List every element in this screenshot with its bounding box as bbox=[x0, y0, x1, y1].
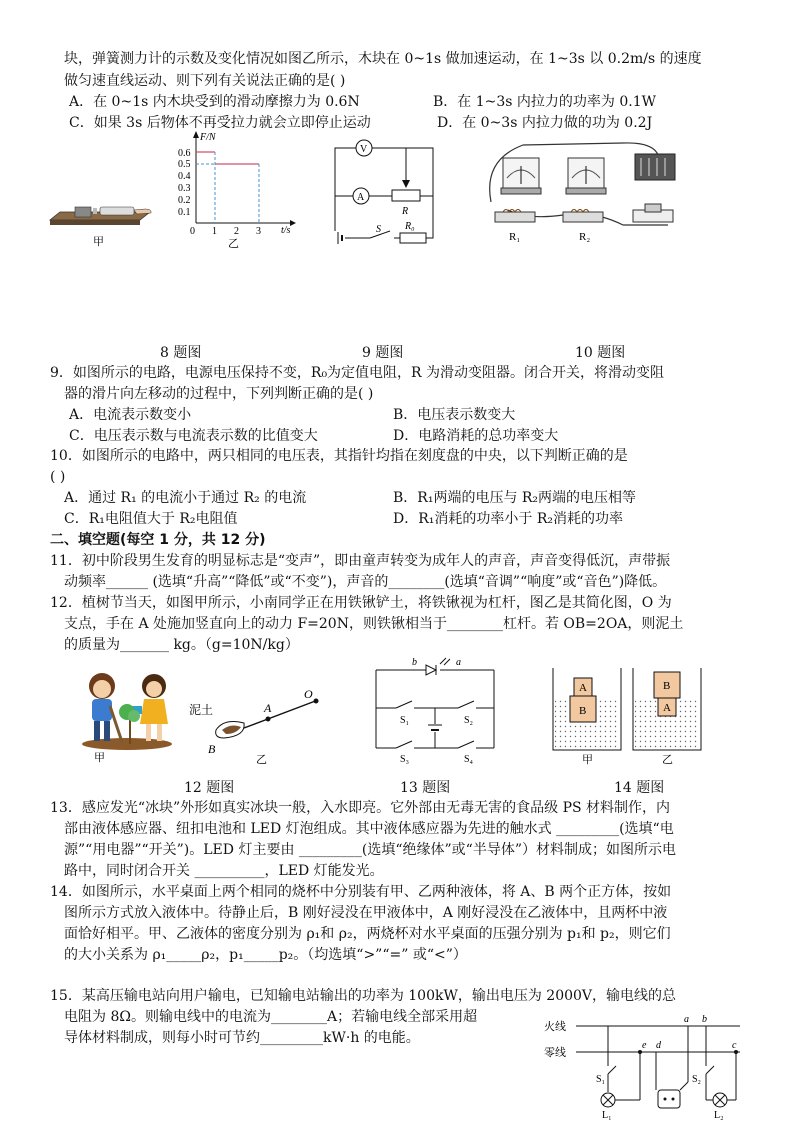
fig10-r1-label: R₁ bbox=[509, 231, 521, 243]
fig12-point-b: B bbox=[208, 742, 216, 756]
fig15-neutral-wire-label: 零线 bbox=[544, 1047, 566, 1059]
q9-stem-line2: 器的滑片向左移动的过程中，下列判断正确的是( ) bbox=[64, 386, 374, 402]
q11-line2: 动频率______ (选填“升高”“降低”或“不变”)，声音的________(选填“音调”“响度”或“音色”)降低。 bbox=[64, 574, 667, 590]
q8-option-b: B．在 1~3s 内拉力的功率为 0.1W bbox=[433, 94, 657, 110]
figure-14-beakers bbox=[548, 664, 708, 764]
figure-8-yi-graph bbox=[178, 130, 303, 250]
figure-8-jia bbox=[45, 198, 170, 248]
q10-option-c: C．R₁电阻值大于 R₂电阻值 bbox=[64, 511, 238, 527]
fig8-ytick-0.3: 0.3 bbox=[178, 183, 191, 194]
fig15-node-a: a bbox=[684, 1014, 689, 1025]
fig13-node-a: a bbox=[456, 657, 461, 668]
fig14-jia-cube-a: A bbox=[579, 682, 587, 694]
fig13-node-b: b bbox=[412, 657, 417, 668]
fig8-ytick-0.4: 0.4 bbox=[178, 171, 191, 182]
fig13-switch-s2: S₂ bbox=[464, 715, 474, 726]
q10-option-d: D．R₁消耗的功率小于 R₂消耗的功率 bbox=[393, 511, 623, 527]
q8-stem-line1: 块，弹簧测力计的示数及变化情况如图乙所示，木块在 0~1s 做加速运动，在 1~3s 以 0.2m/s 的速度 bbox=[64, 51, 702, 67]
q12-line2: 支点，手在 A 处施加竖直向上的动力 F=20N，则铁锹相当于________杠杆。若 OB=2OA，则泥土 bbox=[64, 616, 684, 632]
fig8-origin: 0 bbox=[190, 226, 195, 237]
fig9-voltmeter: V bbox=[360, 144, 368, 155]
q14-line4: 的大小关系为 ρ₁_____ρ₂，p₁_____p₂。（均选填“>”“=” 或“<”） bbox=[64, 947, 467, 963]
figure-13-circuit bbox=[368, 656, 500, 765]
q10-stem-line1: 10．如图所示的电路中，两只相同的电压表，其指针均指在刻度盘的中央，以下判断正确的是 bbox=[50, 448, 628, 464]
fig8-jia-label: 甲 bbox=[93, 236, 104, 248]
caption-fig14: 14 题图 bbox=[614, 780, 665, 796]
fig12-jia-label: 甲 bbox=[94, 752, 105, 764]
q13-line3: 源”“用电器”“开关”)。LED 灯主要由 _________(选填“绝缘体”或“半导体”）材料制成；如图所示电 bbox=[64, 842, 676, 858]
fig14-yi-cube-b: B bbox=[663, 680, 671, 692]
q13-line2: 部由液体感应器、纽扣电池和 LED 灯泡组成。其中液体感应器为先进的触水式 _________(选填“电 bbox=[64, 821, 674, 837]
figure-10-circuit bbox=[483, 140, 693, 245]
fig9-rheostat-r: R bbox=[402, 206, 409, 217]
q10-stem-line2: ( ) bbox=[50, 469, 66, 485]
fig15-node-d: d bbox=[656, 1040, 661, 1051]
fig12-yi-label: 乙 bbox=[256, 754, 267, 766]
fig10-r2-label: R₂ bbox=[579, 231, 591, 243]
figure-12-jia bbox=[72, 664, 182, 764]
q9-option-c: C．电压表示数与电流表示数的比值变大 bbox=[69, 428, 318, 444]
fig14-jia-label: 甲 bbox=[582, 754, 593, 766]
fig8-xtick-2: 2 bbox=[234, 226, 239, 237]
fig8-axis-f: F/N bbox=[200, 132, 216, 143]
q14-line1: 14．如图所示，水平桌面上两个相同的烧杯中分别装有甲、乙两种液体，将 A、B 两个正方体，按如 bbox=[50, 884, 672, 900]
fig8-ytick-0.6: 0.6 bbox=[178, 148, 191, 159]
caption-fig12: 12 题图 bbox=[184, 780, 235, 796]
battery-box bbox=[635, 154, 675, 180]
fig15-switch-s1: S₁ bbox=[596, 1074, 606, 1085]
fig15-lamp-l1: L₁ bbox=[602, 1110, 612, 1121]
q9-option-d: D．电路消耗的总功率变大 bbox=[393, 428, 559, 444]
caption-fig10: 10 题图 bbox=[575, 345, 626, 361]
q8-stem-line2: 做匀速直线运动、则下列有关说法正确的是( ) bbox=[64, 73, 346, 89]
section-2-heading: 二、填空题(每空 1 分，共 12 分) bbox=[50, 532, 266, 548]
q15-line1: 15．某高压输电站向用户输电，已知输电站输出的功率为 100kW，输出电压为 2000V，输电线的总 bbox=[50, 988, 677, 1004]
q13-line4: 路中，同时闭合开关 __________，LED 灯能发光。 bbox=[64, 863, 384, 879]
caption-fig9: 9 题图 bbox=[362, 345, 404, 361]
fig13-switch-s4: S₄ bbox=[464, 754, 474, 765]
fig8-yi-label: 乙 bbox=[228, 238, 239, 250]
caption-fig13: 13 题图 bbox=[400, 780, 451, 796]
fig15-node-e: e bbox=[642, 1040, 647, 1051]
q8-option-d: D．在 0~3s 内拉力做的功为 0.2J bbox=[437, 115, 653, 131]
fig14-jia-cube-b: B bbox=[579, 705, 587, 717]
figure-15-household-circuit bbox=[544, 1012, 744, 1120]
fig8-xtick-1: 1 bbox=[212, 226, 217, 237]
fig15-live-wire-label: 火线 bbox=[544, 1021, 566, 1033]
q9-stem-line1: 9．如图所示的电路，电源电压保持不变，R₀为定值电阻，R 为滑动变阻器。闭合开关，将滑动变阻 bbox=[50, 365, 665, 381]
q12-line1: 12．植树节当天，如图甲所示，小南同学正在用铁锹铲土，将铁锹视为杠杆，图乙是其简化图，O 为 bbox=[50, 595, 672, 611]
figure-12-yi-lever bbox=[186, 687, 326, 768]
q15-line2: 电阻为 8Ω。则输电线中的电流为________A；若输电线全部采用超 bbox=[64, 1009, 478, 1025]
q14-line3: 面恰好相平。甲、乙液体的密度分别为 ρ₁和 ρ₂，两烧杯对水平桌面的压强分别为 p₁和 p₂，则它们 bbox=[64, 926, 671, 942]
q10-option-b: B．R₁两端的电压与 R₂两端的电压相等 bbox=[393, 490, 637, 506]
fig8-ytick-0.1: 0.1 bbox=[178, 207, 191, 218]
q11-line1: 11．初中阶段男生发育的明显标志是“变声”，即由童声转变为成年人的声音，声音变得低沉，声带振 bbox=[50, 553, 671, 569]
voltmeter-2 bbox=[566, 158, 606, 194]
q13-line1: 13．感应发光“冰块”外形如真实冰块一般，入水即亮。它外部由无毒无害的食品级 PS 材料制作，内 bbox=[50, 800, 671, 816]
fig12-mud-label: 泥土 bbox=[189, 703, 214, 717]
fig13-switch-s1: S₁ bbox=[400, 715, 410, 726]
fig8-xtick-3: 3 bbox=[256, 226, 261, 237]
fig14-yi-label: 乙 bbox=[662, 754, 673, 766]
q8-option-c: C．如果 3s 后物体不再受拉力就会立即停止运动 bbox=[69, 115, 371, 131]
fig13-switch-s3: S₃ bbox=[400, 754, 410, 765]
q9-option-b: B．电压表示数变大 bbox=[393, 407, 516, 423]
fig9-ammeter: A bbox=[357, 192, 365, 203]
fig9-resistor-r0: R₀ bbox=[405, 221, 415, 232]
q9-option-a: A．电流表示数变小 bbox=[69, 407, 192, 423]
q15-line3: 导体材料制成，则每小时可节约_________kW·h 的电能。 bbox=[64, 1030, 420, 1046]
q8-option-a: A．在 0~1s 内木块受到的滑动摩擦力为 0.6N bbox=[69, 94, 360, 110]
fig9-switch-s: S bbox=[376, 224, 381, 235]
q12-line3: 的质量为_______ kg。（g=10N/kg） bbox=[64, 637, 299, 653]
fig12-point-o: O bbox=[304, 687, 313, 701]
fig15-switch-s2: S₂ bbox=[692, 1074, 702, 1085]
fig8-axis-t: t/s bbox=[281, 225, 291, 236]
fig14-yi-cube-a: A bbox=[663, 702, 671, 714]
fig8-ytick-0.2: 0.2 bbox=[178, 195, 191, 206]
caption-fig8: 8 题图 bbox=[160, 345, 202, 361]
q10-option-a: A．通过 R₁ 的电流小于通过 R₂ 的电流 bbox=[64, 490, 307, 506]
voltmeter-1 bbox=[501, 158, 541, 194]
fig15-node-c: c bbox=[732, 1040, 737, 1051]
figure-9-circuit bbox=[330, 136, 440, 246]
q14-line2: 图所示方式放入液体中。待静止后，B 刚好浸没在甲液体中，A 刚好浸没在乙液体中，且两杯中液 bbox=[64, 905, 668, 921]
fig8-ytick-0.5: 0.5 bbox=[178, 159, 191, 170]
fig15-lamp-l2: L₂ bbox=[714, 1110, 724, 1121]
fig15-node-b: b bbox=[702, 1014, 707, 1025]
fig12-point-a: A bbox=[264, 701, 272, 715]
